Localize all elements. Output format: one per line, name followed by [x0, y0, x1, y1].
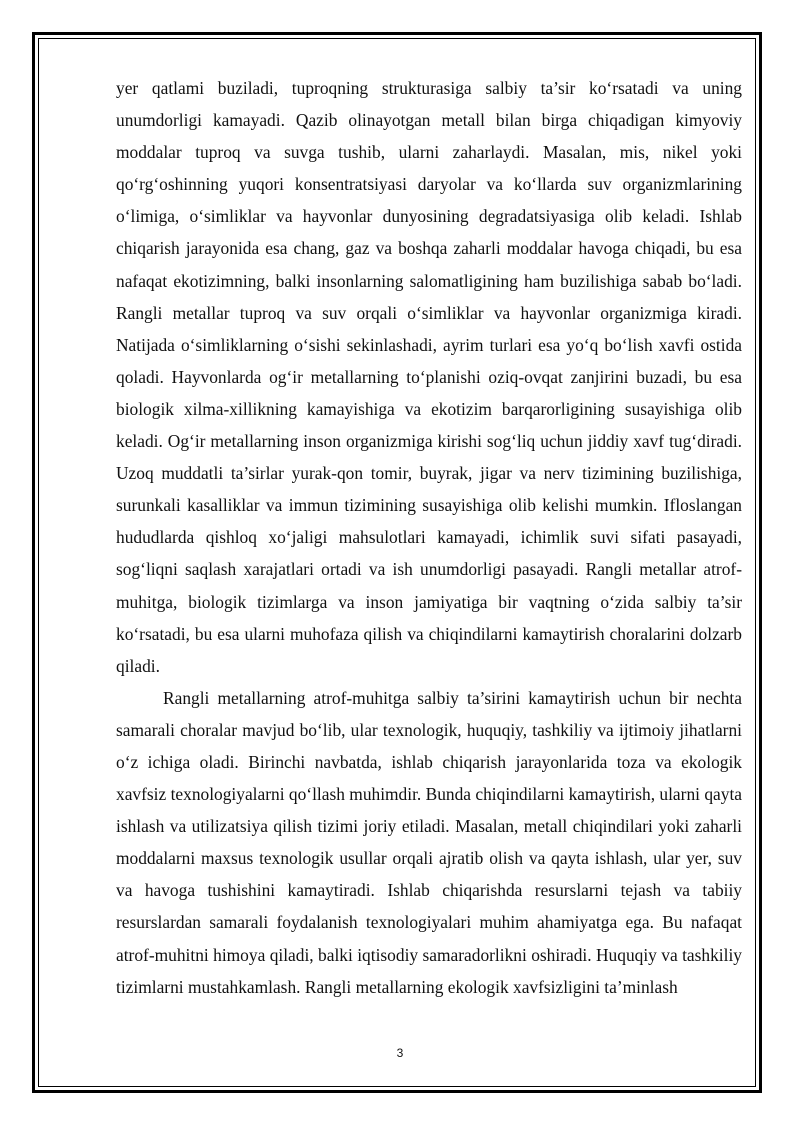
page-number: 3 — [396, 1046, 404, 1060]
document-body — [116, 72, 742, 1003]
paragraph-1: yer qatlami buziladi, tuproqning strukturasiga salbiy ta’sir ko‘rsatadi va uning unumdorligi kamayadi. Qazib olinayotgan metall bilan birga chiqadigan kimyoviy moddalar tuproq va suvga tushib, ularni zaharlaydi. Masalan, mis, nikel yoki qo‘rg‘oshinning yuqori konsentratsiyasi daryolar va ko‘llarda suv organizmlarining o‘limiga, o‘simliklar va hayvonlar dunyosining degradatsiyasiga olib keladi. Ishlab chiqarish jarayonida esa chang, gaz va boshqa zaharli moddalar havoga chiqadi, bu esa nafaqat ekotizimning, balki insonlarning salomatligining ham buzilishiga sabab bo‘ladi. Rangli metallar tuproq va suv orqali o‘simliklar va hayvonlar organizmiga kiradi. Natijada o‘simliklarning o‘sishi sekinlashadi, ayrim turlari esa yo‘q bo‘lish xavfi ostida qoladi. Hayvonlarda og‘ir metallarning to‘planishi oziq-ovqat zanjirini buzadi, bu esa biologik xilma-xillikning kamayishiga va ekotizim barqarorligining susayishiga olib keladi. Og‘ir metallarning inson organizmiga kirishi sog‘liq uchun jiddiy xavf tug‘diradi. Uzoq muddatli ta’sirlar yurak-qon tomir, buyrak, jigar va nerv tizimining buzilishiga, surunkali kasalliklar va immun tizimining susayishiga olib kelishi mumkin. Ifloslangan hududlarda qishloq xo‘jaligi mahsulotlari kamayadi, ichimlik suvi sifati pasayadi, sog‘liqni saqlash xarajatlari ortadi va ish unumdorligi pasayadi. Rangli metallar atrof-muhitga, biologik tizimlarga va inson jamiyatiga bir vaqtning o‘zida salbiy ta’sir ko‘rsatadi, bu esa ularni muhofaza qilish va chiqindilarni kamaytirish choralarini dolzarb qiladi. — [116, 78, 742, 676]
paragraph-2: Rangli metallarning atrof-muhitga salbiy ta’sirini kamaytirish uchun bir nechta samarali choralar mavjud bo‘lib, ular texnologik, huquqiy, tashkiliy va ijtimoiy jihatlarni o‘z ichiga oladi. Birinchi navbatda, ishlab chiqarish jarayonlarida toza va ekologik xavfsiz texnologiyalarni qo‘llash muhimdir. Bunda chiqindilarni kamaytirish, ularni qayta ishlash va utilizatsiya qilish tizimi joriy etiladi. Masalan, metall chiqindilari yoki zaharli moddalarni maxsus texnologik usullar orqali ajratib olish va qayta ishlash, ular yer, suv va havoga tushishini kamaytiradi. Ishlab chiqarishda resurslarni tejash va tabiiy resurslardan samarali foydalanish texnologiyalari muhim ahamiyatga ega. Bu nafaqat atrof-muhitni himoya qiladi, balki iqtisodiy samaradorlikni oshiradi. Huquqiy va tashkiliy tizimlarni mustahkamlash. Rangli metallarning ekologik xavfsizligini ta’minlash — [116, 687, 742, 997]
